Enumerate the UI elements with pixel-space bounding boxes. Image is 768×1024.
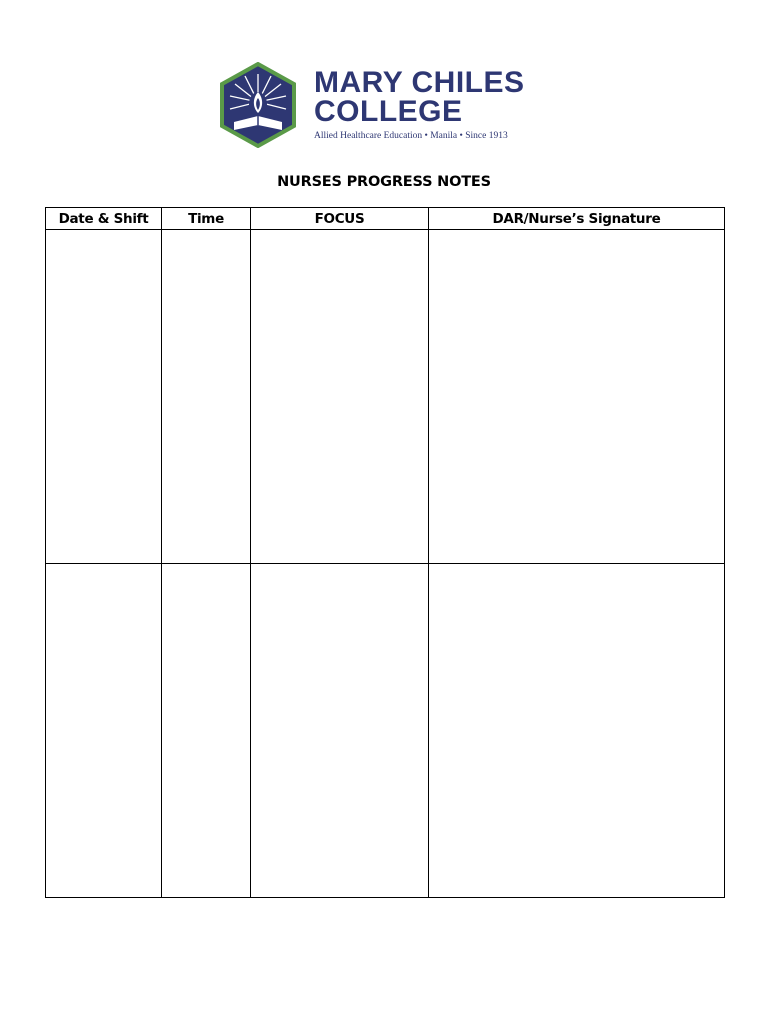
logo-tagline: Allied Healthcare Education • Manila • Since 1913 [314, 131, 508, 141]
dar-signature-cell[interactable] [429, 230, 725, 564]
focus-cell[interactable] [251, 564, 429, 898]
table-header-row [46, 208, 725, 230]
column-header-focus: FOCUS [251, 208, 429, 230]
logo-wordmark [314, 68, 544, 141]
college-logo [219, 62, 539, 148]
table-row [46, 230, 725, 564]
column-header-time: Time [162, 208, 251, 230]
column-header-dar-signature: DAR/Nurse’s Signature [429, 208, 725, 230]
dar-signature-cell[interactable] [429, 564, 725, 898]
column-header-date-shift: Date & Shift [46, 208, 162, 230]
progress-notes-table [45, 207, 725, 898]
logo-name-line1: MARY CHILES [314, 66, 525, 99]
college-crest-icon [219, 62, 297, 148]
date-shift-cell[interactable] [46, 564, 162, 898]
table-row [46, 564, 725, 898]
document-title: NURSES PROGRESS NOTES [277, 174, 491, 190]
logo-name-line2: COLLEGE [314, 95, 463, 128]
focus-cell[interactable] [251, 230, 429, 564]
time-cell[interactable] [162, 564, 251, 898]
date-shift-cell[interactable] [46, 230, 162, 564]
time-cell[interactable] [162, 230, 251, 564]
